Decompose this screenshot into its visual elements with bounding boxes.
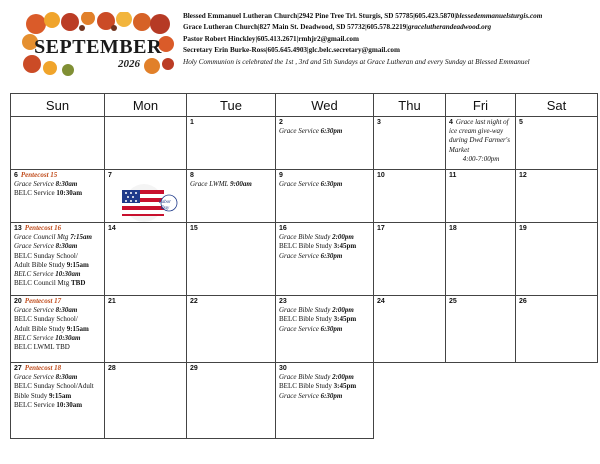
church-1-website[interactable]: blessedemmanuelsturgis.com	[455, 12, 543, 20]
blank-day-cell[interactable]	[11, 117, 105, 170]
event-name: Adult Bible Study	[14, 260, 67, 269]
event-name: Bible Study	[14, 391, 50, 400]
day-cell-23[interactable]	[276, 296, 374, 363]
event-name: BELC Sunday School/	[14, 251, 78, 260]
event-name: BELC Service	[14, 189, 57, 198]
event-name: Grace Service	[14, 373, 56, 382]
day-number: 4	[449, 119, 453, 126]
day-cell-8[interactable]	[187, 170, 276, 223]
day-number: 19	[519, 225, 527, 232]
weekday-fri: Fri	[446, 94, 516, 117]
week-row	[11, 363, 598, 439]
day-number: 22	[190, 298, 198, 305]
weekday-sun: Sun	[11, 94, 105, 117]
event-line	[14, 334, 102, 343]
event-line	[14, 261, 102, 270]
event-line	[14, 343, 102, 352]
event-line	[14, 306, 102, 315]
day-number: 7	[108, 172, 112, 179]
event-announcement: Grace last night of ice cream give-way during Dwd Farmer's Market	[449, 118, 511, 154]
event-time: 8:30am	[55, 306, 78, 315]
event-line	[279, 242, 371, 251]
day-cell-18[interactable]	[446, 223, 516, 296]
event-line	[279, 373, 371, 382]
day-cell-27[interactable]	[11, 363, 105, 439]
event-time: 3:45pm	[333, 382, 357, 391]
event-time: 6:30pm	[320, 391, 343, 400]
event-name: Grace Service	[279, 127, 321, 136]
event-name: BELC Bible Study	[279, 382, 334, 391]
calendar-grid	[10, 93, 598, 439]
event-line	[279, 233, 371, 242]
day-number: 25	[449, 298, 457, 305]
event-name: BELC Service	[14, 270, 56, 279]
church-2-text: Grace Lutheran Church|827 Main St. Deadwood, SD 57732|605.578.2219|	[183, 23, 408, 32]
day-cell-14[interactable]	[105, 223, 187, 296]
event-line	[190, 180, 273, 189]
day-number: 20	[14, 298, 22, 305]
event-time: 9:00am	[230, 180, 252, 189]
day-number: 29	[190, 365, 198, 372]
event-name: BELC Service	[14, 333, 56, 342]
day-number: 23	[279, 298, 287, 305]
day-cell-17[interactable]	[374, 223, 446, 296]
day-cell-1[interactable]	[187, 117, 276, 170]
event-line	[279, 382, 371, 391]
blank-day-cell[interactable]	[105, 117, 187, 170]
event-time: 8:30am	[55, 242, 78, 251]
labor-day-label: Labor Day	[158, 200, 172, 212]
church-2-website[interactable]: gracelutherandeadwood.org	[407, 23, 492, 32]
event-time: 8:30am	[55, 180, 78, 189]
labor-day-flag-icon	[116, 183, 184, 212]
event-time: 3:45pm	[333, 315, 357, 324]
event-name: BELC Sunday School/Adult	[14, 382, 94, 391]
event-line	[279, 392, 371, 401]
event-time: TBD	[70, 279, 86, 288]
event-time: 9:15am	[66, 324, 89, 333]
day-number: 3	[377, 119, 381, 126]
day-cell-28[interactable]	[105, 363, 187, 439]
day-cell-20[interactable]	[11, 296, 105, 363]
day-cell-15[interactable]	[187, 223, 276, 296]
event-name: Adult Bible Study	[14, 324, 67, 333]
weekday-header-row	[11, 94, 598, 117]
event-time: 6:30pm	[320, 324, 343, 333]
day-number: 12	[519, 172, 527, 179]
day-cell-24[interactable]	[374, 296, 446, 363]
event-name: Grace Bible Study	[279, 306, 333, 315]
event-line	[14, 382, 102, 391]
event-name: Grace Service	[279, 391, 321, 400]
week-row	[11, 296, 598, 363]
day-cell-5[interactable]	[516, 117, 598, 170]
event-name: Grace LWML	[190, 180, 231, 189]
event-time: 10:30am	[56, 189, 83, 198]
day-cell-29[interactable]	[187, 363, 276, 439]
weekday-thu: Thu	[374, 94, 446, 117]
day-number: 10	[377, 172, 385, 179]
weekday-mon: Mon	[105, 94, 187, 117]
day-number: 15	[190, 225, 198, 232]
church-line-2	[183, 22, 593, 33]
event-line	[279, 127, 371, 136]
event-line	[279, 315, 371, 324]
day-cell-11[interactable]	[446, 170, 516, 223]
church-1-text: Blessed Emmanuel Lutheran Church|2942 Pine Tree Trl. Sturgis, SD 57785|605.423.5870|	[183, 12, 456, 20]
event-time: 10:30am	[56, 400, 83, 409]
day-cell-3[interactable]	[374, 117, 446, 170]
day-number: 21	[108, 298, 116, 305]
day-number: 2	[279, 119, 283, 126]
event-line	[14, 180, 102, 189]
event-time: 10:30am	[55, 333, 81, 342]
event-name: Grace Service	[14, 242, 56, 251]
event-time: 2:00pm	[332, 373, 354, 382]
day-number: 18	[449, 225, 457, 232]
day-cell-12[interactable]	[516, 170, 598, 223]
day-cell-4[interactable]	[446, 117, 516, 170]
event-name: BELC LWML TBD	[14, 343, 70, 352]
day-number: 28	[108, 365, 116, 372]
event-line	[14, 401, 102, 410]
day-number: 8	[190, 172, 194, 179]
event-name: BELC Sunday School/	[14, 315, 78, 324]
communion-note: Holy Communion is celebrated the 1st , 3rd and 5th Sundays at Grace Lutheran and every Sunday at Blessed Emmanuel	[183, 57, 530, 66]
day-cell-21[interactable]	[105, 296, 187, 363]
event-line	[14, 233, 102, 242]
weekday-tue: Tue	[187, 94, 276, 117]
event-line	[14, 270, 102, 279]
event-time: 6:30pm	[320, 180, 343, 189]
event-time: 7:15am	[70, 233, 92, 242]
day-number: 9	[279, 172, 283, 179]
week-row	[11, 117, 598, 170]
event-name: Grace Service	[279, 180, 321, 189]
event-line	[14, 252, 102, 261]
event-name: BELC Bible Study	[279, 315, 334, 324]
year-label: 2026	[118, 58, 140, 70]
day-cell-22[interactable]	[187, 296, 276, 363]
event-line	[279, 252, 371, 261]
event-line	[14, 279, 102, 288]
day-number: 30	[279, 365, 287, 372]
week-row	[11, 223, 598, 296]
event-line	[14, 189, 102, 198]
day-cell-9[interactable]	[276, 170, 374, 223]
month-banner	[22, 12, 174, 76]
event-name: BELC Service	[14, 400, 57, 409]
pentecost-label: Pentecost 18	[24, 364, 62, 372]
event-name: BELC Bible Study	[279, 242, 334, 251]
day-cell-19[interactable]	[516, 223, 598, 296]
event-line	[14, 373, 102, 382]
event-time: 2:00pm	[332, 306, 354, 315]
month-title: SEPTEMBER	[34, 36, 162, 58]
event-line	[14, 325, 102, 334]
day-number: 17	[377, 225, 385, 232]
day-number: 27	[14, 365, 22, 372]
event-time: 3:45pm	[333, 242, 357, 251]
event-name: Grace Service	[279, 251, 321, 260]
event-name: Grace Bible Study	[279, 233, 333, 242]
contact-info	[183, 11, 593, 68]
event-time: 10:30am	[55, 270, 81, 279]
day-number: 26	[519, 298, 527, 305]
event-line	[14, 315, 102, 324]
empty-cell	[446, 363, 516, 439]
event-time: 4:00-7:00pm	[462, 154, 500, 163]
day-cell-6[interactable]	[11, 170, 105, 223]
day-number: 24	[377, 298, 385, 305]
day-cell-10[interactable]	[374, 170, 446, 223]
day-number: 5	[519, 119, 523, 126]
event-line	[14, 392, 102, 401]
day-cell-7[interactable]	[105, 170, 187, 223]
event-line	[279, 180, 371, 189]
event-name: Grace Service	[14, 306, 56, 315]
event-line	[14, 242, 102, 251]
pentecost-label: Pentecost 17	[24, 297, 62, 305]
event-time: 2:00pm	[332, 233, 354, 242]
day-cell-26[interactable]	[516, 296, 598, 363]
day-cell-25[interactable]	[446, 296, 516, 363]
week-row	[11, 170, 598, 223]
day-number: 14	[108, 225, 116, 232]
event-line	[279, 306, 371, 315]
pentecost-label: Pentecost 16	[24, 224, 62, 232]
secretary-line: Secretary Erin Burke-Ross|605.645.4903|glc.belc.secretary@gmail.com	[183, 46, 400, 55]
church-line-1	[183, 11, 593, 22]
day-cell-2[interactable]	[276, 117, 374, 170]
day-cell-16[interactable]	[276, 223, 374, 296]
empty-cell	[516, 363, 598, 439]
event-time: 6:30pm	[320, 251, 343, 260]
pastor-line: Pastor Robert Hinckley|605.413.2671|rmhjr2@gmail.com	[183, 34, 360, 43]
pentecost-label: Pentecost 15	[20, 171, 58, 179]
day-number: 1	[190, 119, 194, 126]
event-line	[279, 325, 371, 334]
event-name: Grace Service	[279, 324, 321, 333]
weekday-sat: Sat	[516, 94, 598, 117]
event-time: 9:15am	[66, 260, 89, 269]
empty-cell	[374, 363, 446, 439]
event-time: 8:30am	[55, 373, 78, 382]
event-name: Grace Council Mtg	[14, 233, 71, 242]
day-number: 16	[279, 225, 287, 232]
weekday-wed: Wed	[276, 94, 374, 117]
day-cell-13[interactable]	[11, 223, 105, 296]
event-name: Grace Bible Study	[279, 373, 333, 382]
event-time: 6:30pm	[320, 127, 343, 136]
day-number: 13	[14, 225, 22, 232]
event-name: Grace Service	[14, 180, 56, 189]
day-cell-30[interactable]	[276, 363, 374, 439]
day-number: 6	[14, 172, 18, 179]
day-number: 11	[449, 172, 457, 179]
event-time: 9:15am	[49, 391, 72, 400]
event-name: BELC Council Mtg	[14, 279, 71, 288]
